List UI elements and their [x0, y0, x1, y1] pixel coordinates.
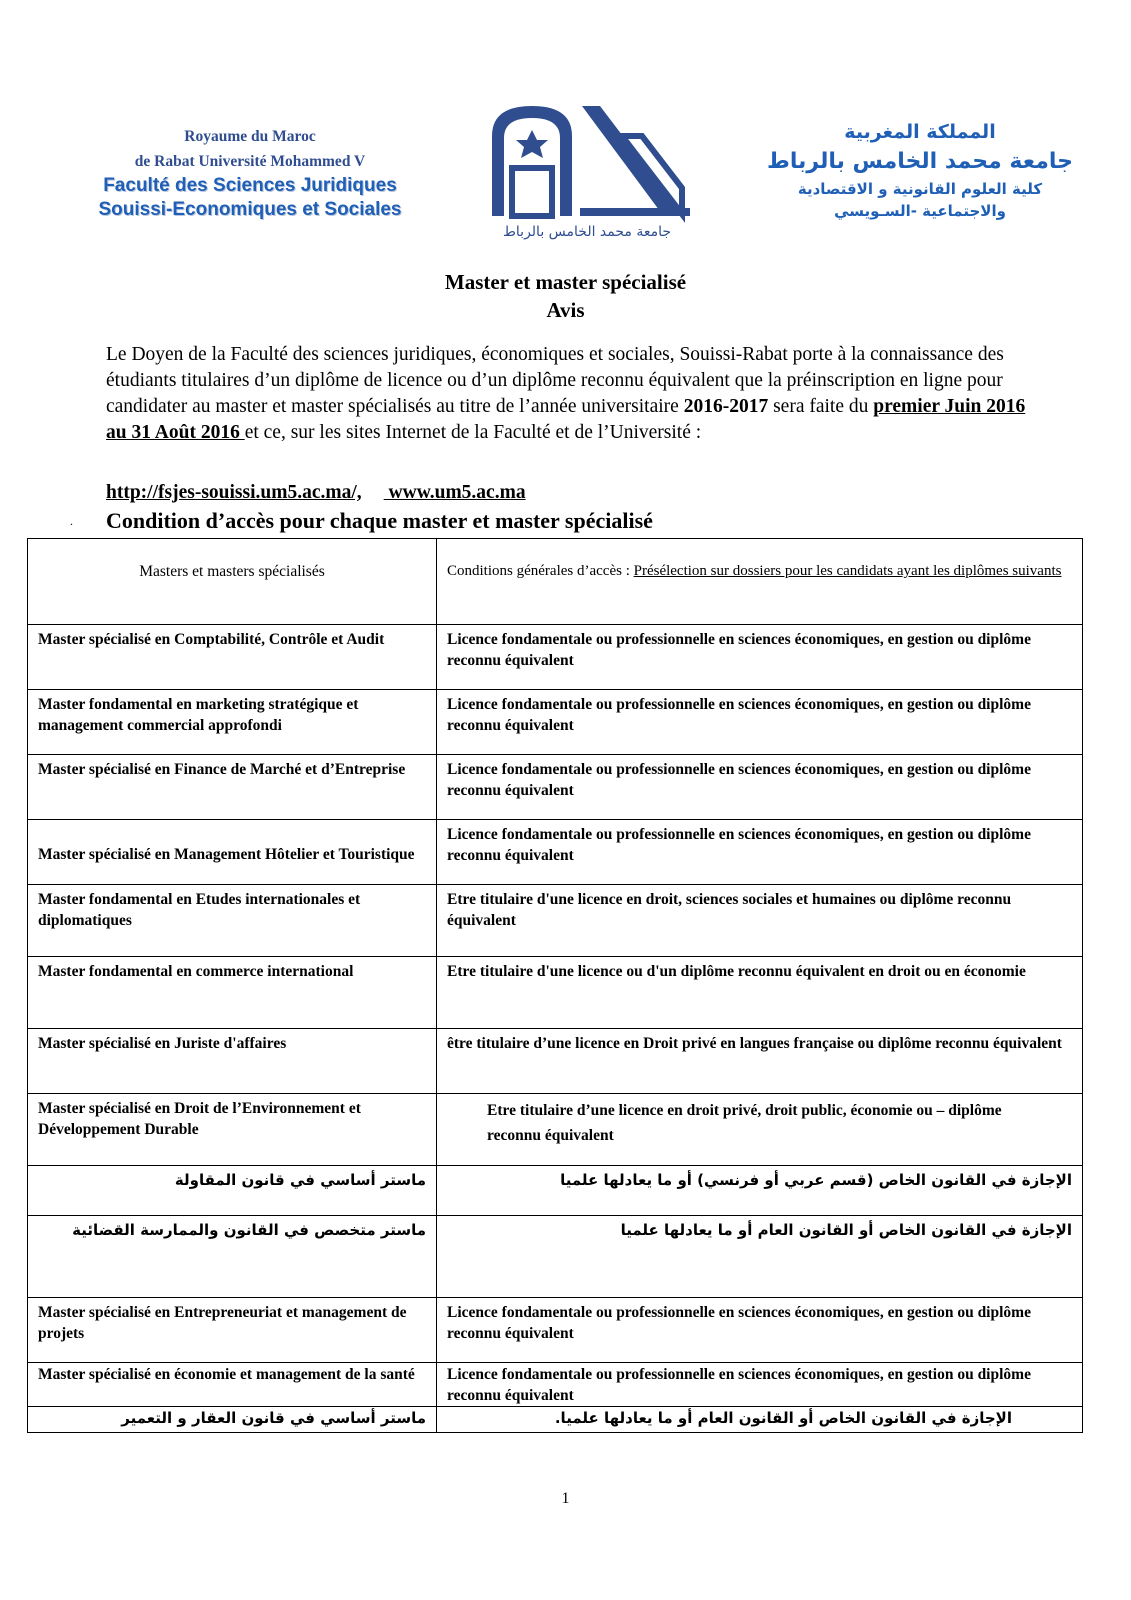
master-name: Master fondamental en marketing stratégique et management commercial approfondi — [28, 690, 437, 755]
master-condition: Etre titulaire d'une licence en droit, sciences sociales et humaines ou diplôme reconnu équivalent — [437, 885, 1083, 957]
intro-text-2: sera faite du — [768, 396, 874, 417]
intro-text-3: et ce, sur les sites Internet de la Faculté et de l’Université : — [244, 422, 702, 443]
intro-text-1: Le Doyen de la Faculté des sciences juridiques, économiques et sociales, Souissi-Rabat porte à la connaissance des étudiants titulaires d’un diplôme de licence ou d’un diplôme reconnu équivalent que la préinscription en ligne pour candidater au master et master spécialisés au titre de l’année universitaire — [106, 344, 1004, 417]
registration-dates: premier Juin 2016 au 31 Août 2016 — [106, 396, 1026, 443]
master-name: ماستر أساسي في قانون العقار و التعمير — [28, 1407, 437, 1433]
university-link[interactable]: www.um5.ac.ma — [388, 482, 526, 503]
bullet-dot: . — [70, 514, 73, 528]
faculty-fr-line1: Faculté des Sciences Juridiques — [103, 175, 397, 196]
master-name: Master spécialisé en Management Hôtelier et Touristique — [28, 820, 437, 885]
faculty-link[interactable]: http://fsjes-souissi.um5.ac.ma/, — [106, 482, 362, 503]
table-row — [28, 1094, 1083, 1166]
master-condition: Licence fondamentale ou professionnelle en sciences économiques, en gestion ou diplôme reconnu équivalent — [437, 820, 1083, 885]
table-row — [28, 690, 1083, 755]
master-name: Master spécialisé en Entrepreneuriat et management de projets — [28, 1298, 437, 1363]
header-right — [760, 118, 1080, 222]
master-condition: Licence fondamentale ou professionnelle en sciences économiques, en gestion ou diplôme reconnu équivalent — [437, 625, 1083, 690]
table-row — [28, 625, 1083, 690]
table-row — [28, 957, 1083, 1029]
master-name: Master spécialisé en Droit de l’Environnement et Développement Durable — [28, 1094, 437, 1166]
table-row — [28, 820, 1083, 885]
page-subtitle: Avis — [546, 298, 585, 322]
master-condition: Licence fondamentale ou professionnelle en sciences économiques, en gestion ou diplôme reconnu équivalent — [437, 690, 1083, 755]
master-condition: Licence fondamentale ou professionnelle en sciences économiques, en gestion ou diplôme reconnu équivalent — [437, 755, 1083, 820]
table-row — [28, 1216, 1083, 1298]
master-condition: être titulaire d’une licence en Droit privé en langues française ou diplôme reconnu équivalent — [437, 1029, 1083, 1094]
conditions-heading: Condition d’accès pour chaque master et master spécialisé — [106, 508, 653, 533]
academic-year: 2016-2017 — [683, 396, 769, 417]
master-condition: الإجازة في القانون الخاص (قسم عربي أو فرنسي) أو ما يعادلها علميا — [437, 1166, 1083, 1216]
col-header-masters: Masters et masters spécialisés — [28, 539, 437, 625]
faculty-ar-line2: والاجتماعية -السـويسي — [834, 202, 1006, 220]
logo-star — [516, 130, 548, 158]
table-row — [28, 1407, 1083, 1433]
master-name: Master spécialisé en Finance de Marché et d’Entreprise — [28, 755, 437, 820]
table-header-row — [28, 539, 1083, 625]
table-row — [28, 1363, 1083, 1407]
header-left — [60, 124, 440, 222]
university-fr: de Rabat Université Mohammed V — [134, 153, 366, 170]
table-row — [28, 1298, 1083, 1363]
master-condition: الإجازة في القانون الخاص أو القانون العام أو ما يعادلها علميا. — [437, 1407, 1083, 1433]
master-name: Master fondamental en Etudes internationales et diplomatiques — [28, 885, 437, 957]
table-row — [28, 1029, 1083, 1094]
page-number: 1 — [561, 1490, 570, 1507]
col-header-conditions — [437, 539, 1083, 625]
masters-table — [27, 538, 1083, 1433]
master-condition: Licence fondamentale ou professionnelle en sciences économiques, en gestion ou diplôme reconnu équivalent — [437, 1298, 1083, 1363]
master-condition: Etre titulaire d’une licence en droit privé, droit public, économie ou – diplôme reconnu équivalent — [437, 1094, 1083, 1166]
master-name: ماستر أساسي في قانون المقاولة — [28, 1166, 437, 1216]
master-condition: Licence fondamentale ou professionnelle en sciences économiques, en gestion ou diplôme reconnu équivalent — [437, 1363, 1083, 1407]
col-header-conditions-underlined: Présélection sur dossiers pour les candidats ayant les diplômes suivants — [633, 563, 1062, 579]
faculty-fr-line2: Souissi-Economiques et Sociales — [98, 199, 402, 220]
kingdom-fr: Royaume du Maroc — [184, 128, 316, 145]
page-title: Master et master spécialisé — [444, 270, 687, 294]
kingdom-ar: المملكة المغربية — [844, 121, 996, 143]
university-logo — [472, 96, 702, 244]
intro-paragraph — [106, 342, 1041, 446]
table-row — [28, 1166, 1083, 1216]
table-row — [28, 885, 1083, 957]
logo-caption: جامعة محمد الخامس بالرباط — [502, 224, 672, 240]
master-name: Master spécialisé en économie et management de la santé — [28, 1363, 437, 1407]
faculty-ar-line1: كلية العلوم القانونية و الاقتصادية — [797, 180, 1043, 198]
master-name: Master spécialisé en Comptabilité, Contrôle et Audit — [28, 625, 437, 690]
master-name: Master spécialisé en Juriste d'affaires — [28, 1029, 437, 1094]
university-ar: جامعة محمد الخامس بالرباط — [767, 149, 1073, 174]
col-header-conditions-prefix: Conditions générales d’accès : — [447, 563, 634, 579]
master-name: Master fondamental en commerce international — [28, 957, 437, 1029]
links-line — [106, 482, 548, 504]
master-condition: Etre titulaire d'une licence ou d'un diplôme reconnu équivalent en droit ou en économie — [437, 957, 1083, 1029]
master-condition: الإجازة في القانون الخاص أو القانون العام أو ما يعادلها علميا — [437, 1216, 1083, 1298]
master-name: ماستر متخصص في القانون والممارسة القضائية — [28, 1216, 437, 1298]
logo-arch — [492, 106, 572, 216]
table-row — [28, 755, 1083, 820]
